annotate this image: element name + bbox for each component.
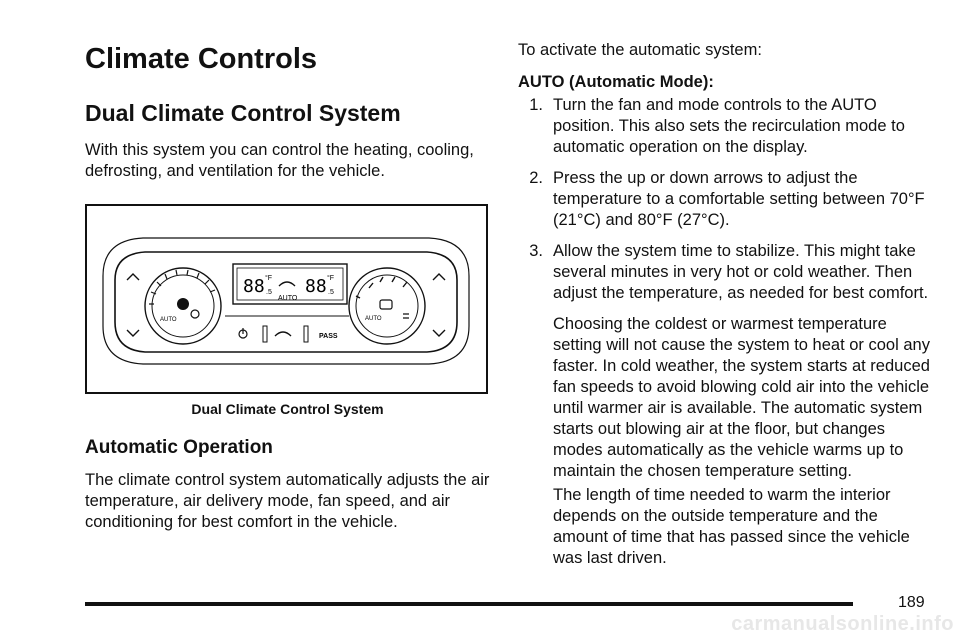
svg-text:.5: .5 [328,289,334,296]
temperature-display [233,264,347,304]
svg-text:°F: °F [265,275,273,282]
svg-text:88: 88 [243,276,265,297]
svg-text:AUTO: AUTO [160,317,177,323]
list-item [518,168,933,231]
automatic-operation-heading: Automatic Operation [85,437,273,458]
step-text: Press the up or down arrows to adjust the temperature to a comfortable setting between 70°F (21°C) and 80°F (27°C). [553,169,925,229]
automatic-operation-body: The climate control system automatically adjusts the air temperature, air delivery mode, fan speed, and air conditioning for best comfort in the vehicle. [85,471,490,531]
list-item [518,241,933,304]
right-column [518,40,933,569]
fan-knob-icon [145,268,221,344]
mode-knob-icon [349,268,425,344]
button-row [225,316,349,342]
step-number: 2. [529,169,543,187]
svg-text:AUTO: AUTO [365,316,382,322]
step-number: 3. [529,242,543,260]
intro-paragraph: With this system you can control the heating, cooling, defrosting, and ventilation for the vehicle. [85,141,474,180]
svg-text:88: 88 [305,276,327,297]
footer-rule [85,602,853,606]
page-title: Climate Controls [85,43,318,75]
figure-caption: Dual Climate Control System [191,401,384,417]
step-text: Turn the fan and mode controls to the AUTO position. This also sets the recirculation mode to automatic operation on the display. [553,96,905,156]
step-text: Allow the system time to stabilize. This might take several minutes in very hot or cold weather. Then adjust the temperature, as needed for best comfort. [553,242,929,302]
watermark: carmanualsonline.info [731,613,954,635]
step-number: 1. [529,96,543,114]
climate-control-figure [85,204,488,394]
auto-mode-label: AUTO (Automatic Mode): [518,73,714,91]
passenger-button-label: PASS [319,333,338,340]
svg-text:AUTO: AUTO [278,295,298,302]
climate-panel-illustration [87,206,486,392]
activate-intro: To activate the automatic system: [518,41,762,59]
section-heading: Dual Climate Control System [85,100,401,126]
recirculation-button-icon [275,332,291,336]
left-temp-down-icon [127,330,139,336]
note-paragraph: Choosing the coldest or warmest temperature setting will not cause the system to heat or cool any faster. In cold weather, the system starts at reduced fan speeds to avoid blowing cold air into the vehicle until warmer air is available. The automatic system starts out blowing air at the floor, but changes modes automatically as the vehicle warms up to maintain the chosen temperature setting. [553,315,930,480]
recirc-icon [279,282,295,286]
note-paragraph: The length of time needed to warm the interior depends on the outside temperature and the amount of time that has passed since the vehicle was last driven. [553,486,910,567]
svg-text:°F: °F [327,275,335,282]
left-column [85,40,490,533]
list-item [518,95,933,158]
page-number: 189 [898,594,925,611]
right-temp-up-icon [433,274,445,280]
svg-text:.5: .5 [266,289,272,296]
steps-list [518,95,933,304]
right-temp-down-icon [433,330,445,336]
left-temp-up-icon [127,274,139,280]
